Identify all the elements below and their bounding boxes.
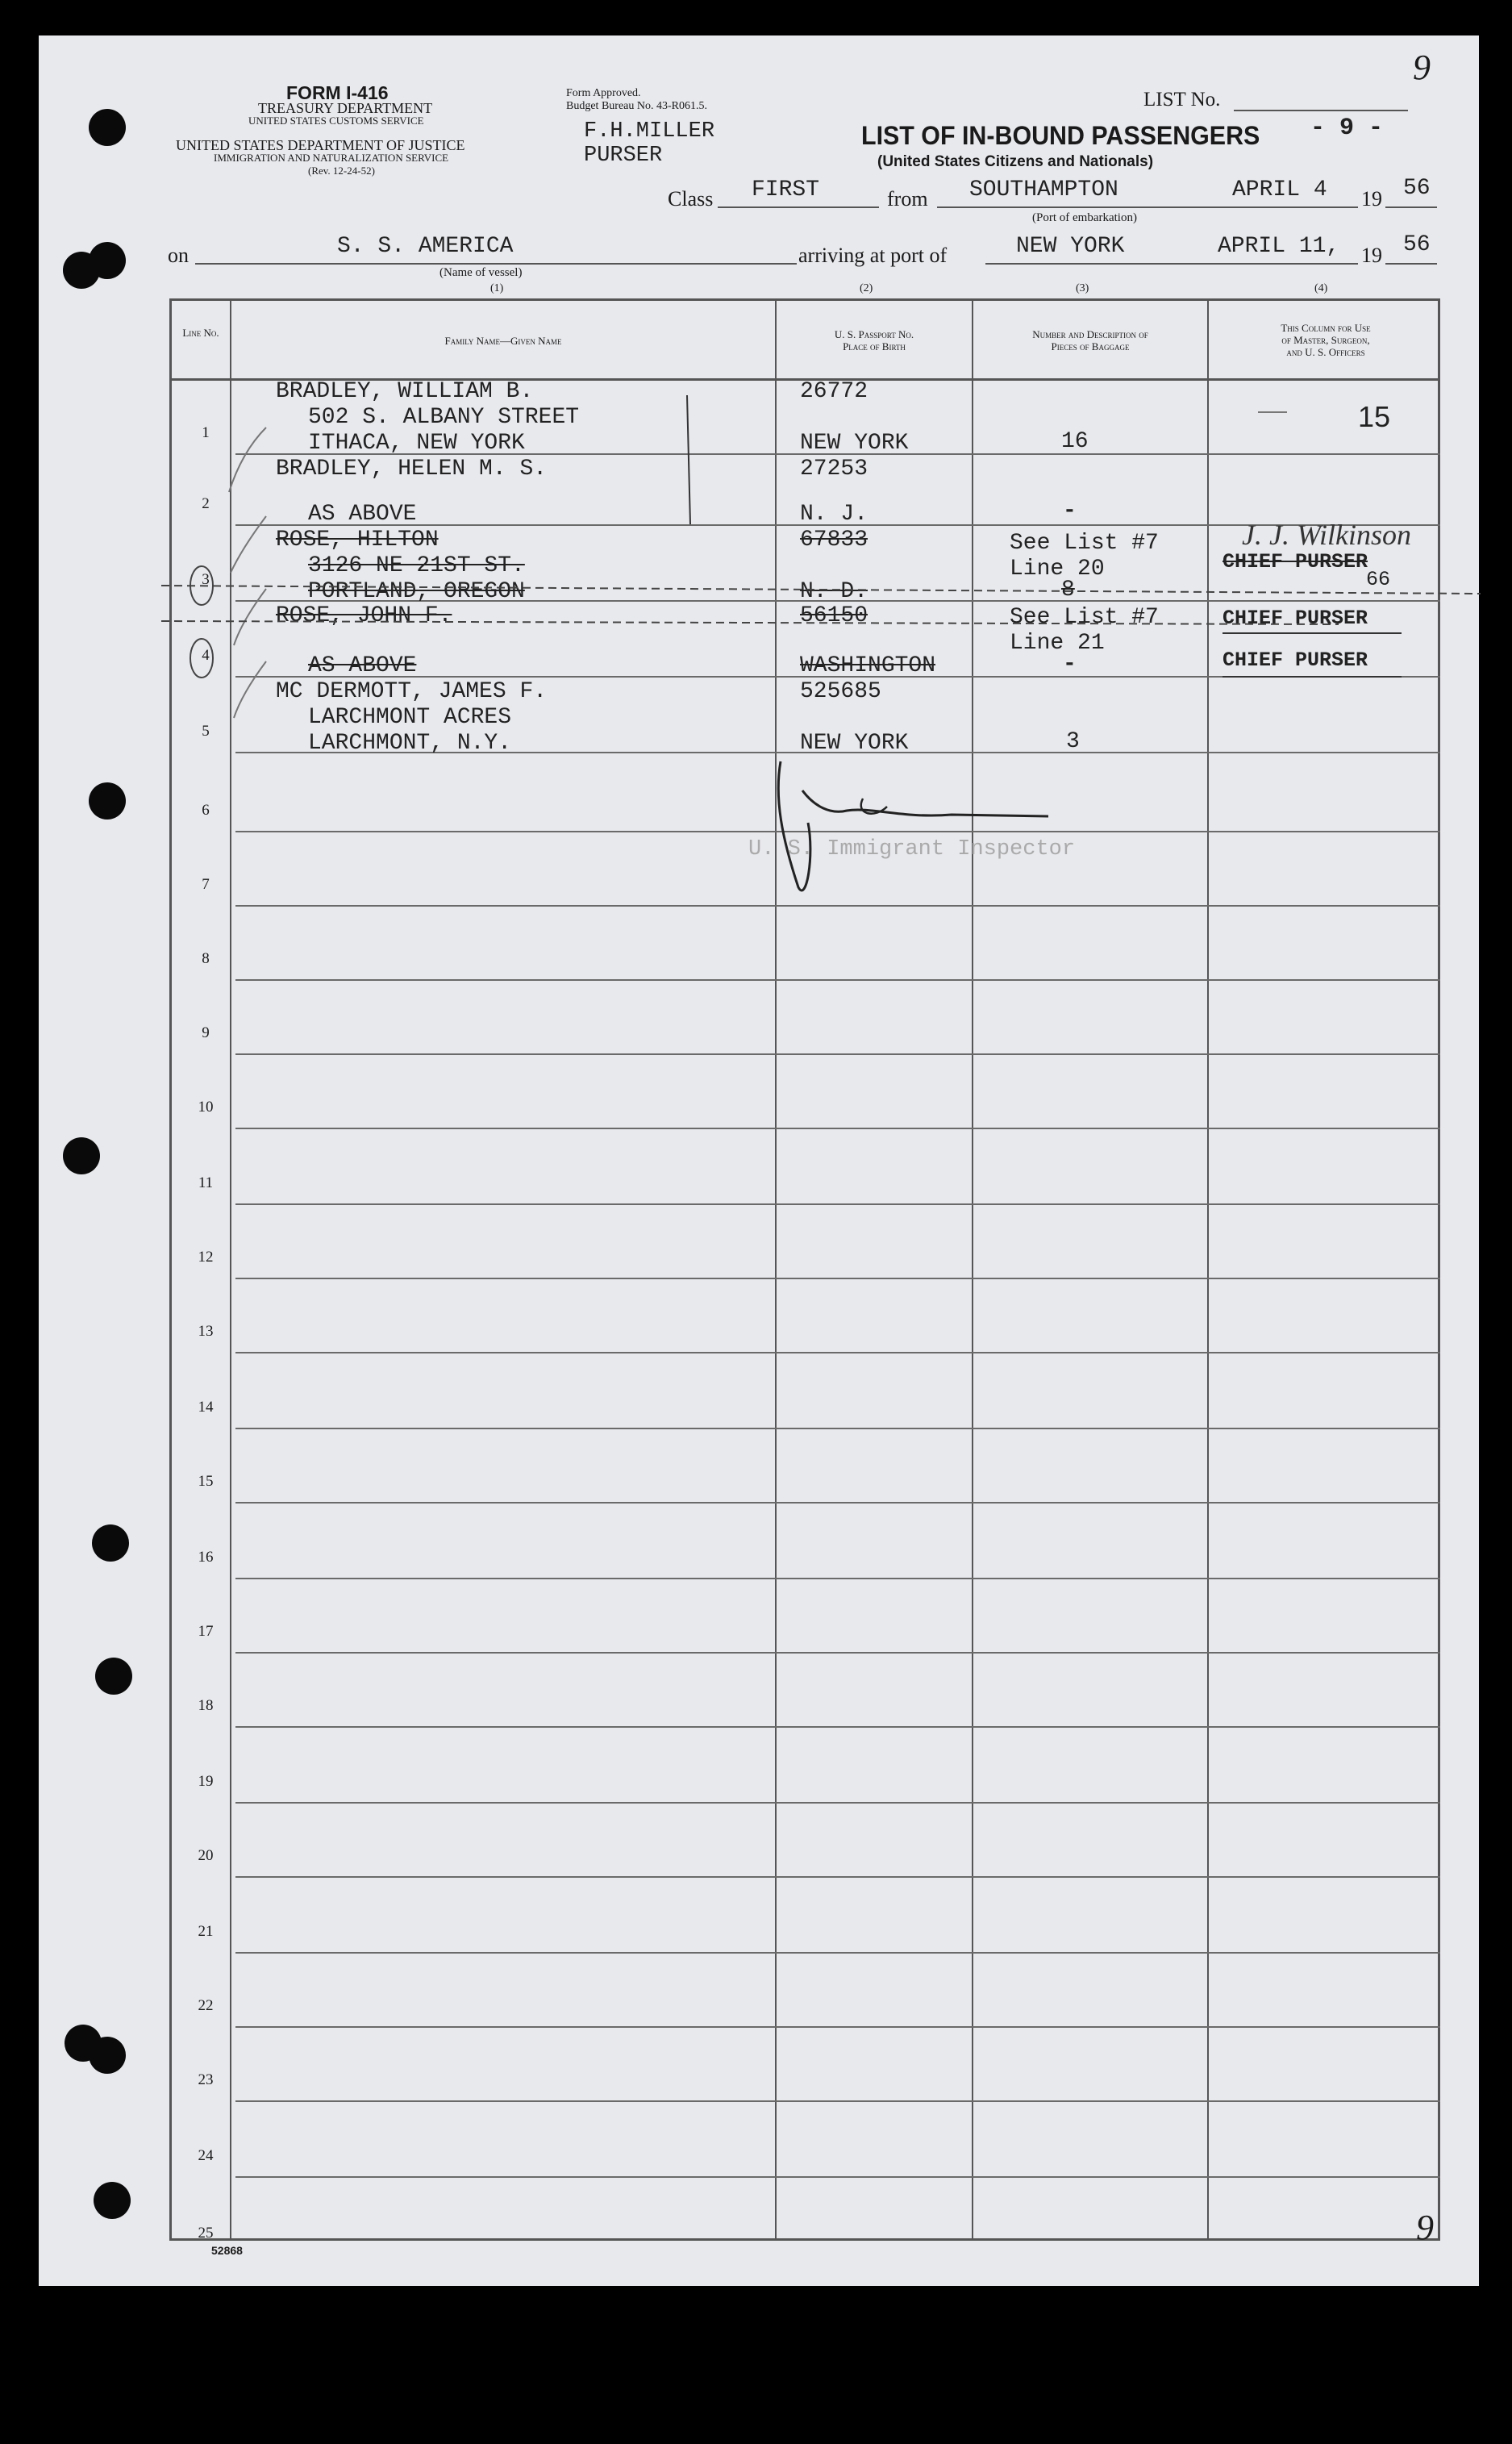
line-number: 4 (202, 647, 210, 664)
port-caption: (Port of embarkation) (1032, 211, 1137, 224)
vessel-caption: (Name of vessel) (439, 266, 523, 279)
line-number: 12 (198, 1249, 214, 1266)
entry-2-address: AS ABOVE (308, 502, 417, 527)
line-number: 7 (202, 876, 210, 893)
header-name: Family Name—Given Name (444, 335, 562, 347)
class-label: Class (668, 187, 714, 211)
revision-date: (Rev. 12-24-52) (308, 165, 375, 177)
from-label: from (887, 187, 928, 211)
arrival-port: NEW YORK (1016, 234, 1125, 259)
entry-5-passport: 525685 (800, 679, 881, 704)
entry-2-baggage: - (1063, 498, 1077, 523)
entry-3-officer-title: CHIEF PURSER (1223, 550, 1368, 573)
line-number: 22 (198, 1997, 214, 2014)
line-number: 16 (198, 1549, 214, 1566)
header-line-no: Line No. (182, 327, 219, 339)
entry-3-birthplace: N. D. (800, 579, 868, 604)
embarkation-port: SOUTHAMPTON (969, 177, 1118, 202)
entry-3-officer-number: 66 (1366, 568, 1391, 591)
form-code: 52868 (211, 2244, 243, 2257)
entry-1-passport: 26772 (800, 379, 868, 404)
entry-3-address: 3126 NE 21ST ST. (308, 553, 525, 578)
budget-bureau: Budget Bureau No. 43-R061.5. (566, 100, 707, 112)
line-number: 18 (198, 1697, 214, 1714)
line-number: 3 (202, 571, 210, 588)
col-3-number: (3) (1076, 282, 1089, 294)
header-baggage: Number and Description of Pieces of Baggage (1032, 328, 1148, 352)
list-no-label: LIST No. (1143, 89, 1221, 111)
embarkation-year: 56 (1403, 176, 1431, 201)
header-officers: This Column for Use of Master, Surgeon, and U. S. Officers (1281, 322, 1371, 358)
customs-service: UNITED STATES CUSTOMS SERVICE (248, 115, 424, 127)
entry-1-officer-mark: 15 (1358, 400, 1391, 433)
line-number: 13 (198, 1323, 214, 1340)
entry-3-baggage-ref: See List #7 (1010, 531, 1159, 556)
entry-5-birthplace: NEW YORK (800, 731, 909, 756)
purser-title: PURSER (584, 144, 663, 168)
vessel-name: S. S. AMERICA (337, 234, 514, 259)
entry-1-baggage: 16 (1061, 429, 1089, 454)
embarkation-date: APRIL 4 (1232, 177, 1327, 202)
entry-2-name: BRADLEY, HELEN M. S. (276, 457, 548, 482)
line-number: 2 (202, 495, 210, 512)
entry-1-birthplace: NEW YORK (800, 431, 909, 456)
department-of-justice: UNITED STATES DEPARTMENT OF JUSTICE (176, 137, 465, 153)
entry-4-passport: 56150 (800, 603, 868, 628)
entry-3-name: ROSE, HILTON (276, 528, 439, 553)
officer-signature: J. J. Wilkinson (1242, 519, 1411, 551)
col-1-number: (1) (490, 282, 504, 294)
entry-4-officer-title-2: CHIEF PURSER (1223, 649, 1368, 672)
entry-1-name: BRADLEY, WILLIAM B. (276, 379, 534, 404)
entry-3-baggage-line: Line 20 (1010, 557, 1105, 582)
arriving-label: arriving at port of (798, 244, 948, 267)
document-subtitle: (United States Citizens and Nationals) (877, 153, 1154, 170)
from-year-prefix: 19 (1361, 187, 1382, 211)
line-number: 11 (198, 1174, 214, 1191)
class-value: FIRST (752, 177, 820, 202)
entry-5-baggage: 3 (1066, 729, 1080, 754)
page-mark: 9 (1413, 48, 1431, 87)
header-passport: U. S. Passport No. Place of Birth (834, 328, 914, 352)
on-label: on (168, 244, 189, 267)
entry-5-city: LARCHMONT, N.Y. (308, 731, 512, 756)
entry-5-name: MC DERMOTT, JAMES F. (276, 679, 548, 704)
entry-1-address: 502 S. ALBANY STREET (308, 405, 580, 430)
col-2-number: (2) (860, 282, 873, 294)
entry-4-baggage: - (1063, 652, 1077, 677)
line-number: 15 (198, 1473, 214, 1490)
entry-4-baggage-line: Line 21 (1010, 631, 1105, 656)
line-number: 19 (198, 1773, 214, 1790)
arrival-year: 56 (1403, 232, 1431, 257)
entry-4-address: AS ABOVE (308, 653, 417, 678)
list-number: - 9 - (1310, 115, 1384, 142)
line-number: 20 (198, 1847, 214, 1864)
line-number: 24 (198, 2147, 214, 2164)
line-number: 14 (198, 1399, 214, 1416)
inspector-caption: U. S. Immigrant Inspector (748, 837, 1076, 861)
arrival-year-prefix: 19 (1361, 244, 1382, 267)
entry-2-passport: 27253 (800, 457, 868, 482)
col-4-number: (4) (1314, 282, 1328, 294)
entry-2-birthplace: N. J. (800, 502, 868, 527)
entry-4-baggage-ref: See List #7 (1010, 605, 1159, 630)
line-number: 1 (202, 424, 210, 441)
line-number: 23 (198, 2071, 214, 2088)
line-number: 9 (202, 1024, 210, 1041)
arrival-date: APRIL 11, (1218, 234, 1340, 259)
footer-page-mark: 9 (1416, 2208, 1434, 2247)
entry-1-city: ITHACA, NEW YORK (308, 431, 525, 456)
entry-4-name: ROSE, JOHN F. (276, 603, 452, 628)
entry-3-city: PORTLAND, OREGON (308, 579, 525, 604)
line-number: 5 (202, 723, 210, 740)
entry-3-baggage: 8 (1061, 578, 1075, 603)
line-number: 6 (202, 802, 210, 819)
line-number: 17 (198, 1623, 214, 1640)
line-number: 10 (198, 1099, 214, 1116)
document-title: LIST OF IN-BOUND PASSENGERS (861, 121, 1260, 150)
ins-service: IMMIGRATION AND NATURALIZATION SERVICE (214, 152, 449, 164)
treasury-department: TREASURY DEPARTMENT (258, 100, 433, 116)
form-approved: Form Approved. (566, 87, 641, 99)
entry-5-address: LARCHMONT ACRES (308, 705, 512, 730)
line-number: 8 (202, 950, 210, 967)
line-number: 25 (198, 2225, 214, 2242)
entry-4-officer-title-1: CHIEF PURSER (1223, 607, 1368, 630)
purser-name: F.H.MILLER (584, 119, 715, 144)
form-number: FORM I-416 (286, 82, 389, 103)
line-number: 21 (198, 1923, 214, 1940)
entry-3-passport: 67833 (800, 528, 868, 553)
entry-4-birthplace: WASHINGTON (800, 653, 936, 678)
